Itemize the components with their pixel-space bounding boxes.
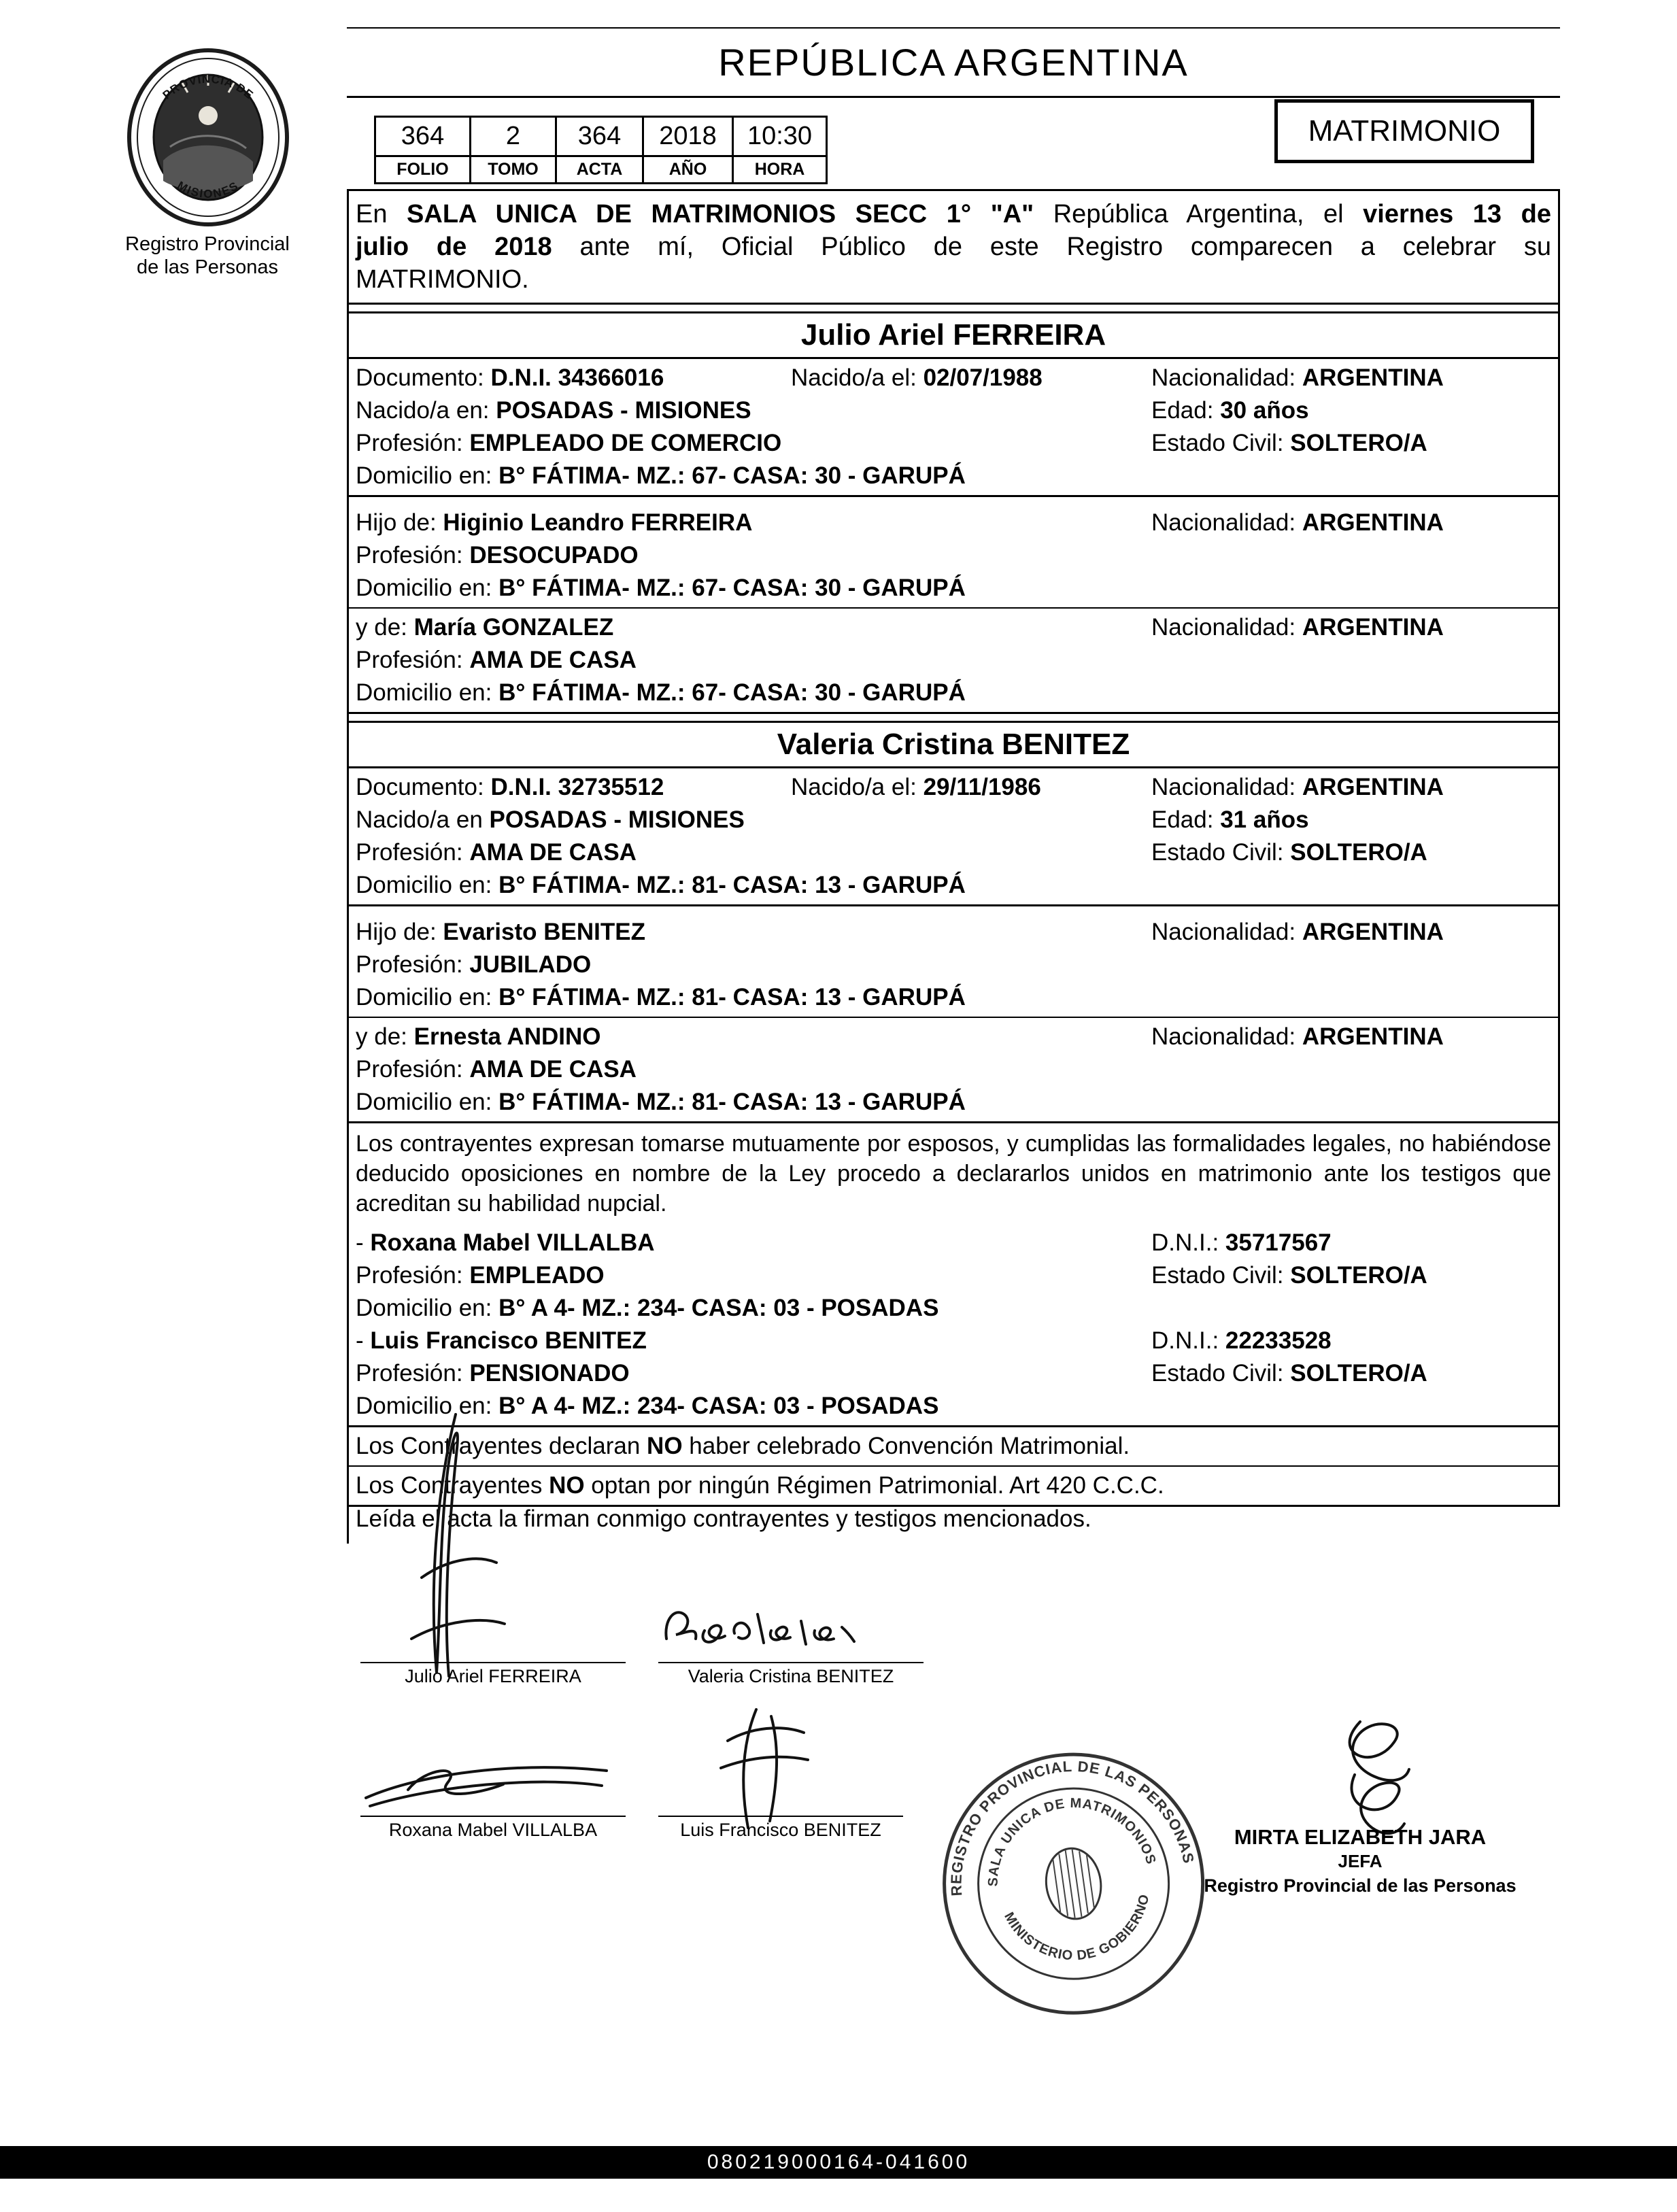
field-value: EMPLEADO DE COMERCIO	[469, 430, 782, 456]
intro-date: julio de 2018	[356, 233, 552, 261]
field-label: Edad:	[1151, 397, 1221, 424]
intro-venue: SALA UNICA DE MATRIMONIOS SECC 1° "A"	[407, 200, 1034, 228]
convention-text: haber celebrado Convención Matrimonial.	[682, 1433, 1130, 1459]
registry-caption-line1: Registro Provincial	[125, 233, 290, 255]
folio-label: FOLIO	[375, 156, 471, 184]
witness2-signature-caption: Luis Francisco BENITEZ	[680, 1820, 881, 1840]
field-label: Profesión:	[356, 542, 470, 568]
field-value: POSADAS - MISIONES	[489, 806, 745, 833]
bride-signature-caption: Valeria Cristina BENITEZ	[688, 1666, 894, 1686]
field-label: Nacionalidad:	[1151, 919, 1302, 945]
folio-value: 364	[375, 117, 471, 156]
stamp-inner-top-text: SALA UNICA DE MATRIMONIOS	[985, 1795, 1159, 1887]
detail-row	[356, 539, 1551, 572]
intro-text: República Argentina, el	[1034, 200, 1363, 228]
bride-mother-details	[349, 1018, 1558, 1123]
detail-row	[356, 1325, 1551, 1357]
groom-father-details	[349, 497, 1558, 609]
field-value: AMA DE CASA	[469, 1056, 637, 1083]
field-value: B° FÁTIMA- MZ.: 81- CASA: 13 - GARUPÁ	[498, 1089, 966, 1115]
detail-row	[356, 1086, 1551, 1119]
barcode-strip: 080219000164-041600	[0, 2146, 1677, 2179]
witness2-signature	[680, 1705, 843, 1831]
field-label: Nacionalidad:	[1151, 1023, 1302, 1050]
stamp-inner-bottom-text: MINISTERIO DE GOBIERNO	[1001, 1892, 1153, 1964]
detail-row	[356, 1227, 1551, 1259]
field-label: Profesión:	[356, 1262, 470, 1289]
field-label: Profesión:	[356, 647, 470, 673]
field-value: 30 años	[1220, 397, 1309, 424]
witness2-signature-line	[658, 1816, 903, 1841]
page-title: REPÚBLICA ARGENTINA	[718, 41, 1189, 84]
intro-paragraph	[349, 189, 1558, 305]
field-value: 29/11/1986	[923, 774, 1041, 800]
field-value: B° FÁTIMA- MZ.: 67- CASA: 30 - GARUPÁ	[498, 462, 966, 489]
hora-label: HORA	[733, 156, 827, 184]
detail-row	[356, 1292, 1551, 1325]
field-value: B° FÁTIMA- MZ.: 81- CASA: 13 - GARUPÁ	[498, 872, 966, 898]
folio-table	[374, 116, 828, 184]
title-box	[347, 27, 1560, 98]
witness-name: Luis Francisco BENITEZ	[370, 1327, 647, 1354]
field-label: Documento:	[356, 774, 491, 800]
groom-signature	[381, 1408, 517, 1680]
bride-header: Valeria Cristina BENITEZ	[349, 721, 1558, 768]
certificate-body	[347, 189, 1560, 1507]
official-title: JEFA	[1338, 1851, 1383, 1871]
convention-text: Los Contrayentes declaran	[356, 1433, 647, 1459]
field-value: ARGENTINA	[1302, 919, 1444, 945]
field-label: Domicilio en:	[356, 872, 499, 898]
detail-row	[356, 949, 1551, 981]
field-label: Domicilio en:	[356, 1295, 499, 1321]
field-value: B° FÁTIMA- MZ.: 81- CASA: 13 - GARUPÁ	[498, 984, 966, 1010]
field-label: Nacido/a en:	[356, 397, 496, 424]
official-name: MIRTA ELIZABETH JARA	[1234, 1825, 1487, 1849]
field-value: POSADAS - MISIONES	[496, 397, 751, 424]
detail-row	[356, 804, 1551, 836]
field-label: Domicilio en:	[356, 679, 499, 706]
acta-value: 364	[556, 117, 643, 156]
field-value: 35717567	[1225, 1229, 1332, 1256]
witness1-signature-line	[360, 1816, 626, 1841]
acta-label: ACTA	[556, 156, 643, 184]
field-value: SOLTERO/A	[1290, 430, 1427, 456]
registry-caption-line2: de las Personas	[137, 256, 278, 278]
hora-value: 10:30	[733, 117, 827, 156]
seal-graphic	[122, 45, 294, 230]
field-value: D.N.I. 34366016	[490, 364, 664, 391]
field-label: Nacido/a el:	[791, 364, 924, 391]
convention-no: NO	[647, 1433, 683, 1459]
witness-dash: -	[356, 1229, 371, 1256]
witness-block	[356, 1325, 1551, 1423]
misiones-seal-logo	[122, 45, 294, 230]
field-label: Domicilio en:	[356, 1393, 499, 1419]
field-label: D.N.I.:	[1151, 1229, 1225, 1256]
anio-label: AÑO	[643, 156, 733, 184]
field-value: 31 años	[1220, 806, 1309, 833]
folio-values-row	[375, 117, 827, 156]
groom-signature-line	[360, 1662, 626, 1687]
field-label: Domicilio en:	[356, 1089, 499, 1115]
detail-row	[356, 460, 1551, 492]
detail-row	[356, 916, 1551, 949]
field-value: ARGENTINA	[1302, 1023, 1444, 1050]
field-label: Domicilio en:	[356, 462, 499, 489]
field-label: Profesión:	[356, 839, 470, 866]
intro-text: En	[356, 200, 407, 228]
tomo-value: 2	[471, 117, 556, 156]
field-value: María GONZALEZ	[413, 614, 614, 641]
registry-stamp	[919, 1723, 1230, 2057]
folio-labels-row	[375, 156, 827, 184]
field-label: Nacido/a el:	[791, 774, 924, 800]
bride-details	[349, 768, 1558, 906]
witness1-signature	[360, 1741, 612, 1816]
field-value: 22233528	[1225, 1327, 1332, 1354]
field-value: ARGENTINA	[1302, 364, 1444, 391]
field-label: Estado Civil:	[1151, 430, 1291, 456]
detail-row	[356, 1053, 1551, 1086]
groom-mother-details	[349, 609, 1558, 714]
anio-value: 2018	[643, 117, 733, 156]
stamp-outer-text: REGISTRO PROVINCIAL DE LAS PERSONAS	[947, 1757, 1198, 1897]
detail-row	[356, 507, 1551, 539]
matrimonio-box: MATRIMONIO	[1274, 99, 1534, 163]
official-org-stamp: Registro Provincial de las Personas	[1204, 1875, 1517, 1896]
field-label: Nacionalidad:	[1151, 614, 1302, 641]
convention-text: optan por ningún Régimen Patrimonial. Art 420 C.C.C.	[584, 1472, 1164, 1499]
detail-row	[356, 1390, 1551, 1423]
declaration-paragraph: Los contrayentes expresan tomarse mutuamente por esposos, y cumplidas las formalidades legales, no habiéndose deducido oposiciones en nombre de la Ley procedo a declararlos unidos en matrimonio ante los testigos que acreditan su habilidad nupcial.	[356, 1131, 1551, 1216]
field-label: Domicilio en:	[356, 984, 499, 1010]
seal-bottom-text: MISIONES	[175, 179, 241, 201]
groom-details	[349, 359, 1558, 497]
field-value: ARGENTINA	[1302, 774, 1444, 800]
detail-row	[356, 771, 1551, 804]
field-value: 02/07/1988	[923, 364, 1043, 391]
field-label: Profesión:	[356, 430, 470, 456]
field-label: Nacido/a en	[356, 806, 490, 833]
svg-text:REGISTRO PROVINCIAL DE LAS PER	[932, 1741, 1198, 1898]
convention-no: NO	[549, 1472, 585, 1499]
field-value: ARGENTINA	[1302, 614, 1444, 641]
groom-signature-caption: Julio Ariel FERREIRA	[405, 1666, 581, 1686]
field-value: PENSIONADO	[469, 1360, 630, 1386]
field-value: B° FÁTIMA- MZ.: 67- CASA: 30 - GARUPÁ	[498, 679, 966, 706]
convention-text: Los Contrayentes	[356, 1472, 549, 1499]
field-label: Estado Civil:	[1151, 839, 1291, 866]
field-label: Nacionalidad:	[1151, 774, 1302, 800]
intro-line1	[356, 198, 1551, 231]
field-value: SOLTERO/A	[1290, 839, 1427, 866]
detail-row	[356, 394, 1551, 427]
witness-name: Roxana Mabel VILLALBA	[370, 1229, 655, 1256]
bride-signature	[658, 1597, 862, 1665]
tomo-label: TOMO	[471, 156, 556, 184]
field-value: JUBILADO	[469, 951, 592, 978]
detail-row	[356, 1021, 1551, 1053]
field-label: Profesión:	[356, 1360, 470, 1386]
bride-signature-line	[658, 1662, 924, 1687]
field-label: D.N.I.:	[1151, 1327, 1225, 1354]
field-label: Profesión:	[356, 951, 470, 978]
field-value: B° A 4- MZ.: 234- CASA: 03 - POSADAS	[498, 1393, 939, 1419]
detail-row	[356, 836, 1551, 869]
seal-top-text: PROVINCIA DE	[160, 72, 256, 102]
convention-line-1	[349, 1427, 1558, 1467]
detail-row	[356, 611, 1551, 644]
detail-row	[356, 1357, 1551, 1390]
intro-line2	[356, 231, 1551, 263]
field-label: Edad:	[1151, 806, 1221, 833]
field-value: D.N.I. 32735512	[490, 774, 664, 800]
detail-row	[356, 427, 1551, 460]
groom-header: Julio Ariel FERREIRA	[349, 311, 1558, 359]
field-value: AMA DE CASA	[469, 839, 637, 866]
field-label: y de:	[356, 614, 414, 641]
field-label: Documento:	[356, 364, 491, 391]
field-label: Hijo de:	[356, 509, 443, 536]
intro-line3	[356, 263, 1551, 296]
field-label: Nacionalidad:	[1151, 509, 1302, 536]
field-label: Profesión:	[356, 1056, 470, 1083]
bride-father-details	[349, 906, 1558, 1018]
field-label: Estado Civil:	[1151, 1262, 1291, 1289]
detail-row	[356, 981, 1551, 1014]
witnesses-section	[349, 1224, 1558, 1427]
field-value: Ernesta ANDINO	[413, 1023, 601, 1050]
detail-row	[356, 869, 1551, 902]
field-value: EMPLEADO	[469, 1262, 605, 1289]
registry-caption	[95, 233, 320, 279]
closing-statement: Leída el acta la firman conmigo contrayentes y testigos mencionados.	[347, 1500, 1560, 1544]
field-value: AMA DE CASA	[469, 647, 637, 673]
field-value: Higinio Leandro FERREIRA	[443, 509, 753, 536]
witness1-signature-caption: Roxana Mabel VILLALBA	[388, 1820, 598, 1840]
intro-text: MATRIMONIO.	[356, 265, 529, 294]
detail-row	[356, 362, 1551, 394]
field-value: SOLTERO/A	[1290, 1262, 1427, 1289]
detail-row	[356, 677, 1551, 709]
field-label: y de:	[356, 1023, 414, 1050]
detail-row	[356, 572, 1551, 605]
intro-text: ante mí, Oficial Público de este Registro comparecen a celebrar su	[552, 233, 1552, 261]
witness-dash: -	[356, 1327, 371, 1354]
detail-row	[356, 644, 1551, 677]
field-label: Hijo de:	[356, 919, 443, 945]
field-value: SOLTERO/A	[1290, 1360, 1427, 1386]
witness-block	[356, 1227, 1551, 1325]
field-label: Domicilio en:	[356, 575, 499, 601]
detail-row	[356, 1259, 1551, 1292]
field-value: ARGENTINA	[1302, 509, 1444, 536]
field-value: B° A 4- MZ.: 234- CASA: 03 - POSADAS	[498, 1295, 939, 1321]
field-label: Nacionalidad:	[1151, 364, 1302, 391]
intro-date: viernes 13 de	[1363, 200, 1551, 228]
field-value: DESOCUPADO	[469, 542, 639, 568]
field-value: Evaristo BENITEZ	[443, 919, 645, 945]
field-label: Estado Civil:	[1151, 1360, 1291, 1386]
field-value: B° FÁTIMA- MZ.: 67- CASA: 30 - GARUPÁ	[498, 575, 966, 601]
